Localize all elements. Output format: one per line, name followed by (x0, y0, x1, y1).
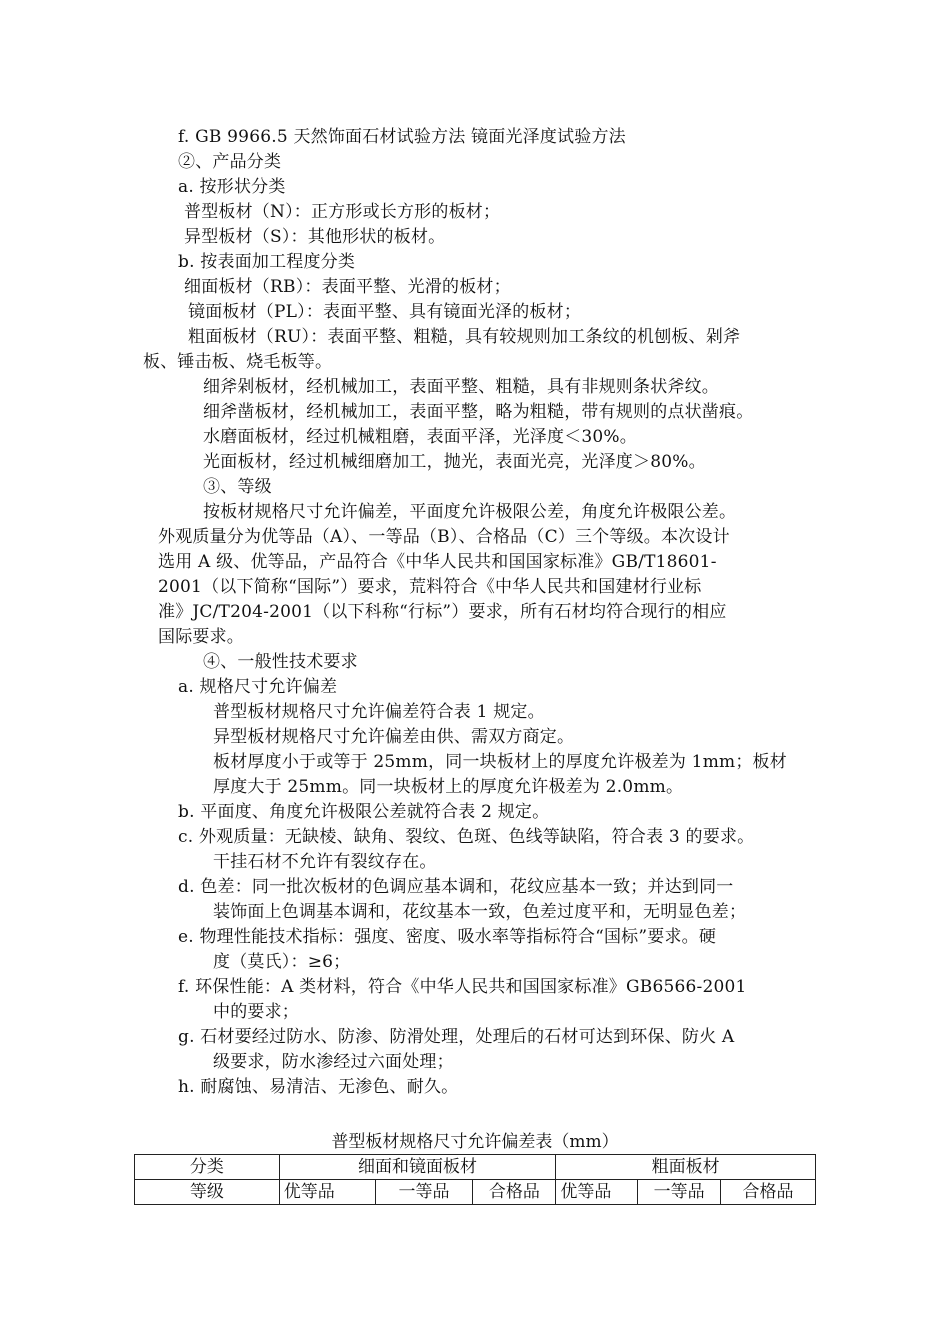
table-caption: 普型板材规格尺寸允许偏差表（mm） (331, 1132, 619, 1152)
text-line: 板材厚度小于或等于 25mm，同一块板材上的厚度允许极差为 1mm；板材 (213, 752, 787, 772)
text-line: 镜面板材（PL）：表面平整、具有镜面光泽的板材； (188, 302, 582, 322)
text-line: 板、锤击板、烧毛板等。 (143, 352, 333, 372)
text-line: 异型板材规格尺寸允许偏差由供、需双方商定。 (213, 727, 575, 747)
text-line: 普型板材规格尺寸允许偏差符合表 1 规定。 (213, 702, 545, 722)
list-item: b. 平面度、角度允许极限公差就符合表 2 规定。 (178, 802, 550, 822)
section-heading: ④、一般性技术要求 (203, 652, 358, 672)
subsection-heading: a. 按形状分类 (178, 177, 286, 197)
text-line: 度（莫氏）：≥6； (213, 952, 351, 972)
table-header-cell: 分类 (135, 1155, 280, 1180)
table-cell: 一等品 (375, 1180, 473, 1205)
tolerance-table (134, 1154, 816, 1205)
list-item: a. 规格尺寸允许偏差 (178, 677, 338, 697)
list-item: c. 外观质量：无缺棱、缺角、裂纹、色斑、色线等缺陷，符合表 3 的要求。 (178, 827, 755, 847)
text-line: 干挂石材不允许有裂纹存在。 (213, 852, 437, 872)
list-item: g. 石材要经过防水、防渗、防滑处理，处理后的石材可达到环保、防火 A (178, 1027, 735, 1047)
text-line: 选用 A 级、优等品，产品符合《中华人民共和国国家标准》GB/T18601- (158, 552, 717, 572)
table-header-row (135, 1155, 816, 1180)
text-line: 2001（以下简称“国际”）要求，荒料符合《中华人民共和国建材行业标 (158, 577, 702, 597)
text-line: 异型板材（S）：其他形状的板材。 (184, 227, 446, 247)
table-cell: 优等品 (279, 1180, 375, 1205)
text-line: 厚度大于 25mm。同一块板材上的厚度允许极差为 2.0mm。 (213, 777, 684, 797)
text-line: f. GB 9966.5 天然饰面石材试验方法 镜面光泽度试验方法 (178, 127, 626, 147)
table-row-label: 等级 (135, 1180, 280, 1205)
text-line: 国际要求。 (158, 627, 244, 647)
section-heading: ③、等级 (203, 477, 272, 497)
text-line: 粗面板材（RU）：表面平整、粗糙，具有较规则加工条纹的机刨板、剁斧 (188, 327, 741, 347)
text-line: 细面板材（RB）：表面平整、光滑的板材； (184, 277, 511, 297)
text-line: 水磨面板材，经过机械粗磨，表面平泽，光泽度＜30%。 (203, 427, 637, 447)
subsection-heading: b. 按表面加工程度分类 (178, 252, 356, 272)
table-header-cell: 细面和镜面板材 (279, 1155, 556, 1180)
text-line: 细斧凿板材，经机械加工，表面平整，略为粗糙，带有规则的点状凿痕。 (203, 402, 754, 422)
table-row (135, 1180, 816, 1205)
list-item: f. 环保性能：A 类材料，符合《中华人民共和国国家标准》GB6566-2001 (178, 977, 747, 997)
text-line: 按板材规格尺寸允许偏差，平面度允许极限公差，角度允许极限公差。 (203, 502, 737, 522)
text-line: 中的要求； (213, 1002, 299, 1022)
list-item: d. 色差：同一批次板材的色调应基本调和，花纹应基本一致；并达到同一 (178, 877, 734, 897)
text-line: 外观质量分为优等品（A）、一等品（B）、合格品（C）三个等级。本次设计 (158, 527, 730, 547)
table-cell: 一等品 (638, 1180, 721, 1205)
list-item: h. 耐腐蚀、易清洁、无渗色、耐久。 (178, 1077, 459, 1097)
section-heading: ②、产品分类 (178, 152, 282, 172)
text-line: 装饰面上色调基本调和，花纹基本一致，色差过度平和，无明显色差； (213, 902, 747, 922)
text-line: 级要求，防水渗经过六面处理； (213, 1052, 454, 1072)
table-cell: 优等品 (556, 1180, 638, 1205)
text-line: 普型板材（N）：正方形或长方形的板材； (184, 202, 501, 222)
table-header-cell: 粗面板材 (556, 1155, 816, 1180)
table-cell: 合格品 (721, 1180, 816, 1205)
text-line: 细斧剁板材，经机械加工，表面平整、粗糙，具有非规则条状斧纹。 (203, 377, 719, 397)
table-cell: 合格品 (473, 1180, 556, 1205)
text-line: 光面板材，经过机械细磨加工，抛光，表面光亮，光泽度＞80%。 (203, 452, 706, 472)
list-item: e. 物理性能技术指标：强度、密度、吸水率等指标符合“国标”要求。硬 (178, 927, 717, 947)
text-line: 准》JC/T204-2001（以下科称“行标”）要求，所有石材均符合现行的相应 (158, 602, 727, 622)
